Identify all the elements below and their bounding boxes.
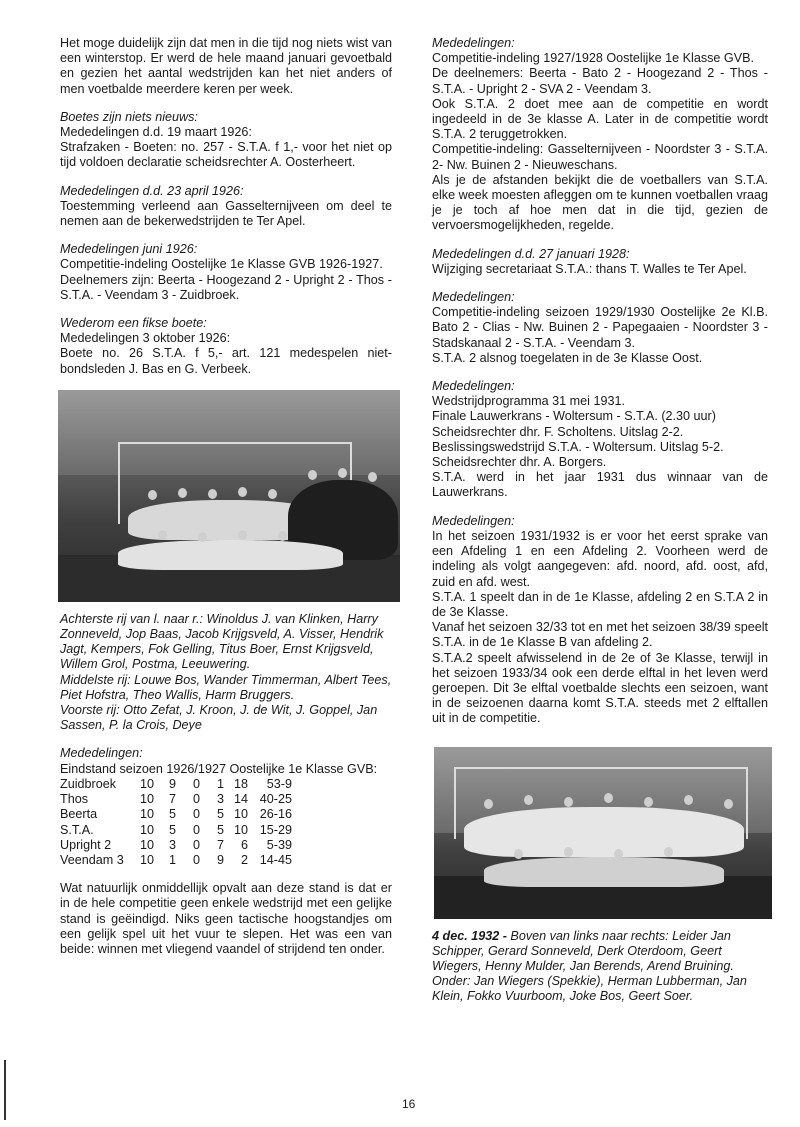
standings-cell-d: 0 [192, 792, 200, 807]
standings-cell-pts: 6 [240, 837, 248, 852]
med2-section [432, 247, 768, 277]
section-line: Competitie-indeling seizoen 1929/1930 Oostelijke 2e Kl.B. Bato 2 - Clias - Nw. Buinen 2 - Papegaaien - Noordster 3 - Stadskanaal 2 - S.T.A. - Veendam 3. [432, 305, 768, 350]
section-heading: Mededelingen d.d. 23 april 1926: [60, 183, 244, 198]
team-photo-1932 [434, 747, 772, 919]
section-line: Competitie-indeling Oostelijke 1e Klasse GVB 1926-1927. [60, 257, 383, 272]
section-line: Wedstrijdprogramma 31 mei 1931. [432, 394, 625, 409]
standings-table [60, 777, 292, 868]
standings-row [60, 838, 292, 853]
standings-cell-pts: 18 [233, 776, 248, 791]
standings-row [60, 807, 292, 822]
standings-cell-w: 9 [168, 776, 176, 791]
standings-cell-l: 5 [216, 807, 224, 822]
section-line: Strafzaken - Boeten: no. 257 - S.T.A. f 1,- voor het niet op tijd voldoen declaratie scheidsrechter A. Oosterheert. [60, 140, 392, 170]
standings-cell-l: 5 [216, 822, 224, 837]
left-column [60, 36, 392, 970]
standings-cell-goals: 15-29 [259, 822, 292, 837]
section-line: Scheidsrechter dhr. F. Scholtens. Uitslag 2-2. [432, 424, 684, 439]
section-heading: Mededelingen: [432, 513, 515, 528]
standings-cell-p: 10 [139, 822, 154, 837]
section-heading: Mededelingen: [432, 379, 515, 394]
caption-line [432, 929, 768, 975]
standings-cell-pts: 2 [240, 852, 248, 867]
standings-cell-goals: 40-25 [259, 792, 292, 807]
section-heading: Wederom een fikse boete: [60, 316, 207, 331]
med3-section [432, 290, 768, 366]
caption-date: 4 dec. 1932 - [432, 928, 507, 943]
caption-text: Boven van links naar rechts: Leider Jan Schipper, Gerard Sonneveld, Derk Oterdoom, Geert Wiegers, Henny Mulder, Jan Berends, Arend Bruining. [432, 928, 734, 973]
standings-cell-d: 0 [192, 776, 200, 791]
standings-cell-l: 7 [216, 837, 224, 852]
standings-cell-d: 0 [192, 837, 200, 852]
standings-cell-w: 1 [168, 852, 176, 867]
standings-cell-team: S.T.A. [60, 822, 94, 837]
section-line: Deelnemers zijn: Beerta - Hoogezand 2 - Upright 2 - Thos - S.T.A. - Veendam 3 - Zuidbroek. [60, 272, 392, 302]
section-line: Beslissingswedstrijd S.T.A. - Woltersum. Uitslag 5-2. [432, 439, 724, 454]
med4-section [432, 379, 768, 501]
section-heading: Boetes zijn niets nieuws: [60, 109, 198, 124]
standings-row [60, 792, 292, 807]
section-line: Mededelingen 3 oktober 1926: [60, 331, 231, 346]
photo-caption-1926 [60, 612, 392, 734]
section-line: S.T.A. 1 speelt dan in de 1e Klasse, afdeling 2 en S.T.A 2 in de 3e Klasse. [432, 589, 768, 619]
intro-paragraph [60, 36, 392, 97]
standings-cell-p: 10 [139, 776, 154, 791]
caption-line: Achterste rij van l. naar r.: Winoldus J. van Klinken, Harry Zonneveld, Jop Baas, Jacob Krijgsveld, A. Visser, Hendrik Jagt, Kempers, Fok Gelling, Titus Boer, Ernst Krijgsveld, Willem Grol, Postma, Leeuwering. [60, 611, 384, 672]
standings-cell-w: 3 [168, 837, 176, 852]
april-section [60, 184, 392, 230]
standings-cell-l: 9 [216, 852, 224, 867]
section-heading: Mededelingen: [432, 36, 515, 50]
standings-cell-p: 10 [139, 807, 154, 822]
page-edge-mark [4, 1060, 6, 1120]
standings-row [60, 777, 292, 792]
section-line: In het seizoen 1931/1932 is er voor het eerst sprake van een Afdeling 1 en een Afdeling 2. Voorheen werd de indeling als volgt aangegeven: afd. noord, afd. oost, afd, zuid en afd. west. [432, 528, 768, 589]
photo-caption-1932 [432, 929, 768, 1005]
section-line: Wijziging secretariaat S.T.A.: thans T. Walles te Ter Apel. [432, 261, 747, 276]
standings-cell-d: 0 [192, 822, 200, 837]
section-line: S.T.A. werd in het jaar 1931 dus winnaar van de Lauwerkrans. [432, 470, 768, 500]
section-heading: Mededelingen d.d. 27 januari 1928: [432, 246, 630, 261]
standings-cell-team: Veendam 3 [60, 852, 124, 867]
standings-cell-w: 7 [168, 792, 176, 807]
section-line: S.T.A. 2 alsnog toegelaten in de 3e Klasse Oost. [432, 350, 703, 365]
standings-cell-team: Zuidbroek [60, 776, 117, 791]
section-line: Toestemming verleend aan Gasselternijveen om deel te nemen aan de bekerwedstrijden te Ter Apel. [60, 198, 392, 229]
section-line: Eindstand seizoen 1926/1927 Oostelijke 1e Klasse GVB: [60, 761, 378, 776]
section-line: Competitie-indeling: Gasselternijveen - Noordster 3 - S.T.A. 2- Nw. Buinen 2 - Nieuweschans. [432, 142, 768, 172]
section-line: Boete no. 26 S.T.A. f 5,- art. 121 medespelen niet-bondsleden J. Bas en G. Verbeek. [60, 346, 392, 376]
section-heading: Mededelingen juni 1926: [60, 242, 198, 257]
standings-cell-p: 10 [139, 792, 154, 807]
med5-section [432, 514, 768, 727]
standings-row [60, 853, 292, 868]
standings-cell-w: 5 [168, 822, 176, 837]
standings-cell-goals: 14-45 [259, 852, 292, 867]
section-line: Competitie-indeling 1927/1928 Oostelijke 1e Klasse GVB. [432, 51, 755, 66]
standings-cell-goals: 26-16 [259, 807, 292, 822]
standings-cell-d: 0 [192, 852, 200, 867]
standings-cell-goals: 5-39 [266, 837, 292, 852]
section-line: Ook S.T.A. 2 doet mee aan de competitie en wordt ingedeeld in de 3e klasse A. Later in de competitie wordt S.T.A. 2 teruggetrokken. [432, 96, 768, 142]
team-photo-1926 [58, 390, 400, 602]
standings-cell-w: 5 [168, 807, 176, 822]
section-line: S.T.A.2 speelt afwisselend in de 2e of 3e Klasse, terwijl in het seizoen 1933/34 ook een derde elftal in het leven werd geroepen. Dit 3e elftal voetbalde slechts een seizoen, want in de seizoenen daarna komt S.T.A. steeds met 2 elftallen uit in de competitie. [432, 650, 768, 726]
closing-paragraph [60, 881, 392, 957]
eindstand-section [60, 746, 392, 868]
caption-line: Middelste rij: Louwe Bos, Wander Timmerman, Albert Tees, Piet Hofstra, Theo Wallis, Harm Bruggers. [60, 672, 392, 702]
boetes-section [60, 110, 392, 171]
page-number: 16 [402, 1097, 416, 1111]
closing-text: Wat natuurlijk onmiddellijk opvalt aan deze stand is dat er in de hele competitie geen enkele wedstrijd met een gelijke stand is geëindigd. Niks geen tactische hoogstandjes om een gelijk spel uit het vuur te slepen. Het was een van beide: winnen met vliegend vaandel of strijdend ten onder. [60, 881, 392, 956]
standings-cell-d: 0 [192, 807, 200, 822]
section-line: Scheidsrechter dhr. A. Borgers. [432, 455, 607, 470]
caption-line: Voorste rij: Otto Zefat, J. Kroon, J. de Wit, J. Goppel, Jan Sassen, P. la Crois, Deye [60, 703, 378, 733]
standings-cell-l: 3 [216, 792, 224, 807]
caption-line: Onder: Jan Wiegers (Spekkie), Herman Lubberman, Jan Klein, Fokko Vuurboom, Joke Bos, Geert Soer. [432, 974, 747, 1004]
standings-cell-p: 10 [139, 837, 154, 852]
right-column [432, 36, 768, 1018]
section-heading: Mededelingen: [432, 290, 515, 305]
standings-cell-team: Beerta [60, 807, 98, 822]
med1-section [432, 36, 768, 234]
standings-cell-team: Upright 2 [60, 837, 112, 852]
standings-cell-p: 10 [139, 852, 154, 867]
standings-cell-goals: 53-9 [266, 776, 292, 791]
section-line: De deelnemers: Beerta - Bato 2 - Hoogezand 2 - Thos - S.T.A. - Upright 2 - SVA 2 - Veendam 3. [432, 66, 768, 96]
section-heading: Mededelingen: [60, 746, 143, 761]
intro-text: Het moge duidelijk zijn dat men in die tijd nog niets wist van een winterstop. Er werd de hele maand januari gevoetbald en gezien het aantal wedstrijden kan het niet anders of men voetbalde meerdere keren per week. [60, 36, 392, 96]
section-line: Vanaf het seizoen 32/33 tot en met het seizoen 38/39 speelt S.T.A. in de 1e Klasse B van afdeling 2. [432, 620, 768, 650]
standings-cell-team: Thos [60, 792, 88, 807]
juni-section [60, 242, 392, 303]
standings-row [60, 823, 292, 838]
section-line: Als je de afstanden bekijkt die de voetballers van S.T.A. elke week moesten afleggen om te kunnen voetballen vraag je je toch af hoe men dat in die tijd, gezien de vervoersmogelijkheden, regelde. [432, 172, 768, 233]
standings-cell-l: 1 [216, 776, 224, 791]
wederom-section [60, 316, 392, 377]
section-line: Mededelingen d.d. 19 maart 1926: [60, 125, 252, 140]
standings-cell-pts: 10 [233, 807, 248, 822]
section-line: Finale Lauwerkrans - Woltersum - S.T.A. (2.30 uur) [432, 409, 716, 424]
standings-cell-pts: 14 [233, 792, 248, 807]
standings-cell-pts: 10 [233, 822, 248, 837]
